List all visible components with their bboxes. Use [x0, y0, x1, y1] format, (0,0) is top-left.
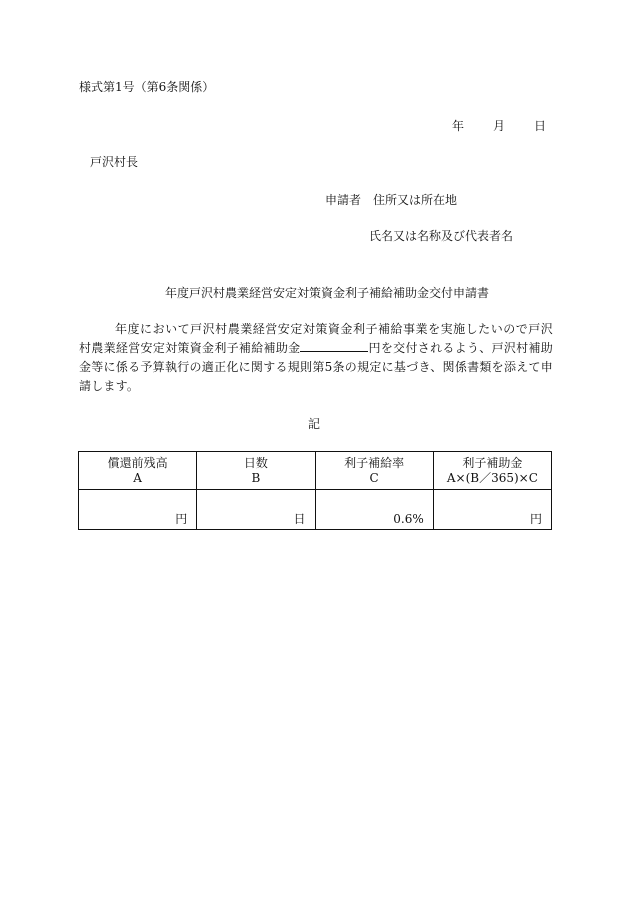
header-code: B [251, 470, 261, 485]
header-label: 日数 [243, 455, 268, 470]
unit-label: 円 [529, 512, 542, 526]
rate-value: 0.6% [393, 512, 424, 526]
calculation-table [78, 451, 552, 530]
header-cell-days [197, 452, 315, 490]
date-row [452, 118, 546, 134]
amount-blank-field[interactable] [300, 339, 368, 352]
date-year-label: 年 [452, 119, 465, 133]
form-number: 様式第1号（第6条関係） [79, 80, 215, 94]
name-label: 氏名又は名称及び代表者名 [369, 229, 514, 243]
unit-label: 円 [175, 512, 188, 526]
value-cell-days[interactable] [197, 490, 315, 530]
date-month-label: 月 [493, 119, 506, 133]
header-label: 利子補助金 [462, 455, 523, 470]
applicant-label: 申請者 [325, 193, 362, 207]
body-text-before-blank: 年度において戸沢村農業経営安定対策資金利子補給事業を実施したいので戸沢村農業経営安定対策資金利子補給補助金 [79, 322, 553, 355]
header-cell-balance [79, 452, 197, 490]
header-cell-subsidy [433, 452, 551, 490]
header-label: 利子補給率 [344, 455, 405, 470]
body-paragraph [79, 320, 553, 396]
unit-label: 日 [293, 512, 306, 526]
header-code: A×(B／365)×C [446, 470, 538, 485]
value-cell-rate[interactable] [315, 490, 433, 530]
applicant-row [325, 192, 457, 208]
table-header-row [79, 452, 552, 490]
address-label: 住所又は所在地 [373, 193, 458, 207]
document-title: 年度戸沢村農業経営安定対策資金利子補給補助金交付申請書 [165, 286, 490, 300]
table-value-row [79, 490, 552, 530]
body-text-after-blank: 円を交付されるよう、戸沢村補助金等に係る予算執行の適正化に関する規則第5条の規定に基づき、関係書類を添えて申請します。 [79, 341, 553, 393]
value-cell-subsidy[interactable] [433, 490, 551, 530]
ki-heading: 記 [308, 417, 321, 431]
header-code: A [133, 470, 142, 485]
value-cell-balance[interactable] [79, 490, 197, 530]
header-code: C [369, 470, 379, 485]
header-cell-rate [315, 452, 433, 490]
addressee: 戸沢村長 [90, 155, 139, 169]
date-day-label: 日 [534, 119, 547, 133]
header-label: 償還前残高 [107, 455, 168, 470]
